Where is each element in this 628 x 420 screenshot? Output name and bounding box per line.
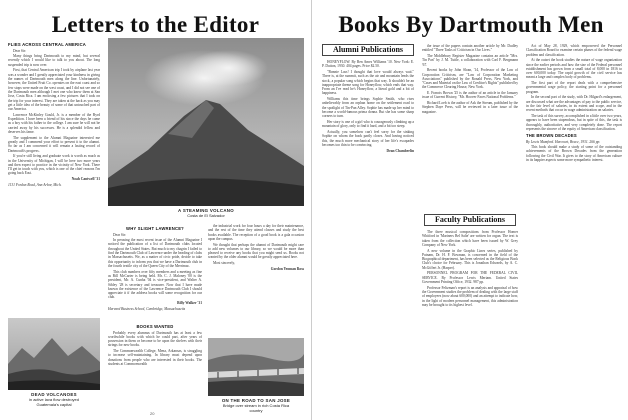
paragraph: A new volume in the Graphic Lines series, published by Putnam, Dr. H. F. Bowman, is concerned in the field of the Biographical department, has been selected as the Religious Book Club's choice for February. This is Jonathan Edwards, by A. C. McGiffert Jr. (Harper). (422, 248, 518, 270)
books-wanted-column (108, 322, 202, 414)
left-page (0, 0, 312, 420)
letter-heading: FLIES ACROSS CENTRAL AMERICA (8, 42, 87, 47)
paragraph: The Middlebury Register Magazine contains an article "Mrs. Tin Pan" by J. M. Tuttle, a collaboration with Carl F. Bergmann '67. (422, 53, 518, 67)
review-column-a (322, 60, 414, 414)
letter-signature: Gordon Yeoman Ross (270, 266, 304, 271)
caption-line: Guatemala's capital (36, 402, 72, 407)
paragraph: the industrial work for four hours a day for their maintenance, and the rest of the time they attend classes and study the best books available. The reception of a good book is a gala occasion upon the campus. (208, 224, 304, 241)
paragraph: The Commonwealth College, Mena, Arkansas, is struggling to increase self-maintaining. In library must depend upon donations from people who are interested in their books. The students at Commonwealth (108, 349, 202, 366)
caption-title: ON THE ROAD TO SAN JOSE (221, 398, 291, 403)
caption-title: A STEAMING VOLCANO (178, 208, 234, 213)
paragraph: Williams this time brings Sophie Smith, who rises unbelievably from an orphan home on the settlement road to the spotlight of Tin-Pan Alley. Sophie has made up her mind to become a world-famous prima donna. But she has some sharp corners to turn. (322, 97, 414, 119)
book-title-heading: THE BROWN DECADES (526, 133, 577, 139)
paragraph: At the outset the book studies the nature of wage organization since the earlier periods and how the size of the Federal personnel establishment has grown from a small total of 8,000 in 1816 to over 600,000 today. The rapid growth of the civil service has meant a large and complex body of problems. (526, 58, 622, 80)
right-page (314, 0, 628, 420)
caption-line: Bridge over stream in rich Costa Rica (222, 403, 290, 408)
steaming-volcano-photo (108, 38, 304, 206)
letter-heading: BOOKS WANTED (136, 324, 174, 329)
paragraph: In the second part of the study, with Dr. Hilgard's enlargement, are discussed what are the advantages of pay to the public service, in the fair level of salaries, in its extent and scope, and in the recent methods that occur in wage administration on salaries. (526, 95, 622, 113)
review-column-b (422, 44, 518, 210)
paragraph: PERSONNEL PROGRAM FOR THE FEDERAL CIVIL SERVICE. By Professor Lewis Meriam. United States Government Printing Office, 1932. 987 pp. (422, 271, 518, 285)
paragraph: HONEYFLOW. By Ben Ames Williams '10. New York: E. P. Dutton, 1930. 404 pages. Price $2.50. (322, 60, 414, 69)
letter-address: 1131 Fordon Road, Ann Arbor, Mich. (8, 182, 62, 187)
paragraph: In perusing the most recent issue of the Alumni Magazine I noticed the publication of a list of Dartmouth clubs located throughout the United States. But much to my chagrin I failed to find the Dartmouth Club of Lawrence under the heading of clubs in Massachusetts. We, as a matter of civic pride, decide to take this opportunity to inform you that we have a Dartmouth club in the fourth textile city of the Queen City of the Merrimac. (108, 238, 202, 268)
paragraph: Most sincerely, (213, 261, 235, 266)
dead-volcanoes-caption (8, 392, 100, 407)
caption-title: DEAD VOLCANOES (31, 392, 77, 397)
book-byline: By Lewis Mumford. Harcourt, Brace, 1931. 266 pp. (526, 139, 601, 144)
paragraph: The first part of the report deals with a comprehensive governmental wage policy, the starting point for a personnel program. (526, 81, 622, 94)
letter-column-3 (208, 224, 304, 336)
paragraph: Recent books by John Sloan, '14, Professor of the Law of Corporation Criticism, are "Law of Corporation Marketing Associations" published by the Ronald Press, New York, and "Cases and Material on the Law of Creditor's Rights" published by the Commerce Clearing House, New York. (422, 68, 518, 90)
letter-signature: Noah Cantwell '31 (71, 177, 100, 182)
steaming-volcano-caption (108, 208, 304, 218)
page-number: 20 (150, 411, 155, 416)
paragraph: Actually, you somehow can't feel sorry for the sinking Sophie on whom the book partly closes. And having noticed this, the much more mechanical story of her life's escapades becomes too thin to be convincing. (322, 130, 414, 147)
caption-line: in active lava flow destroyed (28, 397, 80, 402)
road-san-jose-photo (208, 338, 304, 396)
faculty-column (422, 230, 518, 414)
road-san-jose-caption (208, 398, 304, 413)
paragraph: Lawrence McKinley Gould, Jr. is a member of the Byrd Expedition. I have been a friend of his since the days he came as a boy with his father to the college. I am sure he will not be carried away by his successes. He is a splendid fellow and deserves his fame. (8, 112, 100, 135)
paragraph: The supplement to the Alumni Magazine interested me greatly and I commend your effort to present it to the alumni. So far as I am concerned it will remain a lasting record of Dartmouth's progress. (8, 135, 100, 153)
paragraph: This book should make a study of some of the outstanding achievements of the Brown Decades from the generation following the Civil War. It gives to the story of American culture in its happier aspects some more sympathetic interest. (526, 145, 622, 163)
letter-heading: WHY SLIGHT LAWRENCE? (126, 226, 184, 231)
paragraph: Her story is one of a girl who is courageously climbing up a mountain of glory, only to find it hard, and a bit too steep. (322, 120, 414, 129)
paragraph: the issue of the papers contain another article by Mr. Dudley entitled "Three Tasks of Criticism in Our Lives." (422, 44, 518, 53)
paragraph: Dear Sir: (13, 48, 27, 53)
dead-volcanoes-photo (8, 318, 100, 390)
paragraph: Act of May 28, 1929, which empowered the Personnel Classification Board to examine certain phases of the federal wage problem and classification. (526, 44, 622, 57)
paragraph: "Bonnie Lass! I thought that love would always wait." There is, at the summit, such as the air and mountain lends the stock, a popular song which begins that way. It shouldn't be an inappropriate theme song for Honeyflow, which ends that way. From an I've read he's Honeyflow, a literal gold and a bit of happiness. (322, 69, 414, 96)
page-title: Books By Dartmouth Men (338, 12, 604, 37)
caption-line: Costa de El Salvador (187, 213, 225, 218)
letter-signature: Billy Walker '31 (177, 301, 202, 306)
paragraph: Professor Feltzman's report is an analysis and appraisal of how the Government studies the problem of dealing with the large staff of employees (now about 600,000) and an attempt to indicate how, in the light of modern personnel management, this administration may be brought to its highest level. (422, 285, 518, 307)
paragraph: The task of this survey, accomplished in a little over two years, appears to have been stupendous, but in spite of this, the task is thoroughly, authoritative, and very completely done. The report represents the sincere of the equity of American classification. (526, 114, 622, 131)
paragraph: First, that Central American trip I took by airplane last year was a wonder and I greatly appreciated your kindness in giving the names of Dartmouth men along the line. Unfortunately, however, the United Fruit Co. operates on the east coast and so few stops were made on the west coast, and I did not see one of the Dartmouth men although I met one who knew them at San Jose, Costa Rica. I am enclosing a few pictures that I took on the trip for your interest. They are taken at the back as you may get a little idea of the beauty of some of that untouched part of our America. (8, 68, 100, 112)
paragraph: This club numbers over fifty members and a meeting as fine as Bill McCarter is being held. Mr. C. J. Maloney '00 is the president, Mr. A. Cunha '04 is vice-president, and Walter A. Sibley '28 is secretary and treasurer. Now that I have made known the existence of the Lawrence Dartmouth Club I should appreciate it if the address books will some recognition for our club. (108, 269, 202, 300)
paragraph: The three musical compositions from Professor Homer Whitford in 'Mariners Bel Salte' are written for organ. The text is taken from the collection which have been issued by W. Grey Company of New York. (422, 230, 518, 247)
paragraph: Richard Loeb is the author of Ask the Stream, published by the Stephen Daye Press, will be reviewed in a later issue of the magazine. (422, 101, 518, 114)
letter-column-1 (8, 40, 100, 310)
paragraph: We thought that perhaps the alumni of Dartmouth might care to add new volumes to our library, so we would be more than pleased to receive any books that you might send us. Books not wanted by the older alumni would be greatly appreciated here. (208, 242, 304, 260)
paragraph: Probably every alumnus of Dartmouth has at least a few worthwhile books with which he could part, after years of possession in them or become to be upon the shelves with their strings for new books. (108, 330, 202, 348)
paragraph: Dear Sir: (113, 232, 127, 237)
review-signature: Dean Chamberlin (386, 148, 414, 153)
review-column-c (526, 44, 622, 414)
page-title: Letters to the Editor (51, 12, 260, 37)
paragraph: Many things bring Dartmouth to my mind, but several recently which I would like to talk to you about. The long suspended trip is now over. (8, 54, 100, 67)
paragraph: E. Francis Brown '25 is the author of an article in the January issue of Current History, "Mr. Hoover Faces National Problems." (422, 91, 518, 100)
caption-line: country (249, 408, 263, 413)
paragraph: If you're still living and graduate work is worth as much as in the University of Michigan, I will be here two more years and then expect to practice in the vicinity of New York. There I'll get in touch with you, which is one of the chief reasons I'm going back East. (8, 154, 100, 176)
faculty-publications-header: Faculty Publications (424, 214, 516, 226)
alumni-publications-header: Alumni Publications (322, 44, 414, 56)
letter-address: Harvard Business School, Cambridge, Massachusetts (108, 306, 186, 311)
